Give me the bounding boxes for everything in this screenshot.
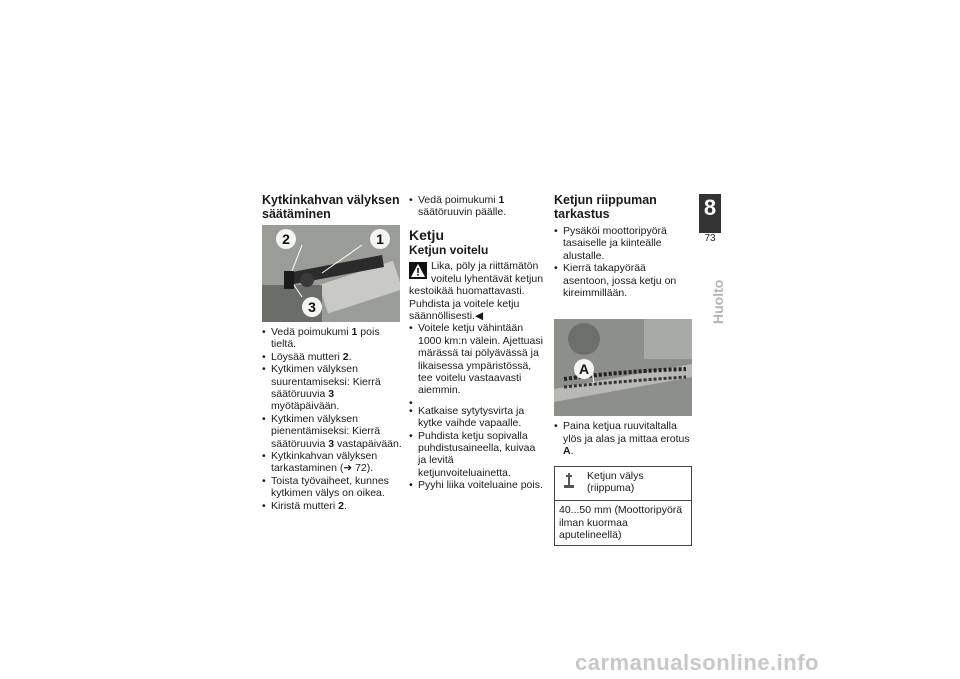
list-item: • Vedä poimukumi 1 säätöruuvin päälle. [409, 194, 546, 219]
page-number: 73 [697, 233, 723, 244]
spec-header [555, 467, 691, 502]
list-item: • Kytkimen välyksen pienentämiseksi: Kierrä säätöruuvia 3 vastapäivään. [262, 413, 402, 450]
callout-2: 2 [276, 229, 296, 249]
list-item: • Pyyhi liika voiteluaine pois. [409, 479, 546, 491]
list-item: • Kiristä mutteri 2. [262, 500, 402, 512]
list-item: • Kierrä takapyörää asentoon, jossa ketju on kireimmillään. [554, 262, 692, 299]
clutch-steps-list [262, 326, 402, 512]
column-chain-lube [409, 194, 546, 492]
spec-table [554, 466, 692, 546]
callout-A: A [574, 359, 594, 379]
chapter-number: 8 [703, 195, 717, 220]
list-item: • Kytkinkahvan välyksen tarkastaminen (➜ 72). [262, 450, 402, 475]
measure-list [554, 420, 692, 457]
wrench-icon [561, 472, 577, 493]
heading-chain-lube: Ketjun voitelu [409, 243, 489, 258]
warning-note: Puhdista ja voitele ketju säännöllisesti.◀ [409, 297, 520, 322]
heading-clutch-adjust: Kytkinkahvan välyksen säätäminen [262, 193, 400, 221]
list-item: • Paina ketjua ruuvitaltalla ylös ja alas ja mittaa erotus A. [554, 420, 692, 457]
heading-chain-slack: Ketjun riippuman tarkastus [554, 193, 657, 221]
warning-block [409, 260, 546, 297]
intro-list [409, 194, 546, 219]
spec-label: Ketjun välys (riippuma) [587, 469, 644, 495]
list-item: • Puhdista ketju sopivalla puhdistusaineella, kuivaa ja levitä ketjunvoiteluainetta. [409, 430, 546, 480]
column-clutch [262, 194, 402, 512]
watermark: carmanualsonline.info [575, 650, 819, 675]
side-label-container [694, 264, 724, 324]
chapter-tab [699, 194, 721, 244]
spacer [409, 397, 546, 405]
list-item: • Katkaise sytytysvirta ja kytke vaihde vapaalle. [409, 405, 546, 430]
list-item: • Löysää mutteri 2. [262, 351, 402, 363]
callout-1: 1 [370, 229, 390, 249]
spec-value: 40...50 mm (Moottoripyörä ilman kuormaa aputelineellä) [559, 504, 683, 542]
list-item: • Vedä poimukumi 1 pois tieltä. [262, 326, 402, 351]
list-item: • Kytkimen välyksen suurentamiseksi: Kierrä säätöruuvia 3 myötäpäivään. [262, 363, 402, 413]
section-chain: Ketju [409, 226, 444, 243]
clutch-lever-photo [262, 225, 400, 322]
column-chain-slack [554, 194, 692, 546]
chain-photo [554, 319, 692, 416]
lube-steps-list [409, 322, 546, 491]
warning-text: Lika, pöly ja riittämätön voitelu lyhentävät ketjun kestoikää huomattavasti. [409, 260, 544, 298]
warning-icon [409, 262, 427, 279]
slack-steps-list [554, 225, 692, 299]
list-item: • Pysäköi moottoripyörä tasaiselle ja kiinteälle alustalle. [554, 225, 692, 262]
side-label: Huolto [710, 279, 726, 324]
callout-3: 3 [302, 297, 322, 317]
list-item: • Voitele ketju vähintään 1000 km:n välein. Ajettuasi märässä tai pölyävässä ja likaisessa ympäristössä, tee voitelu vastaavasti aiemmin. [409, 322, 546, 396]
list-item: • Toista työvaiheet, kunnes kytkimen välys on oikea. [262, 475, 402, 500]
